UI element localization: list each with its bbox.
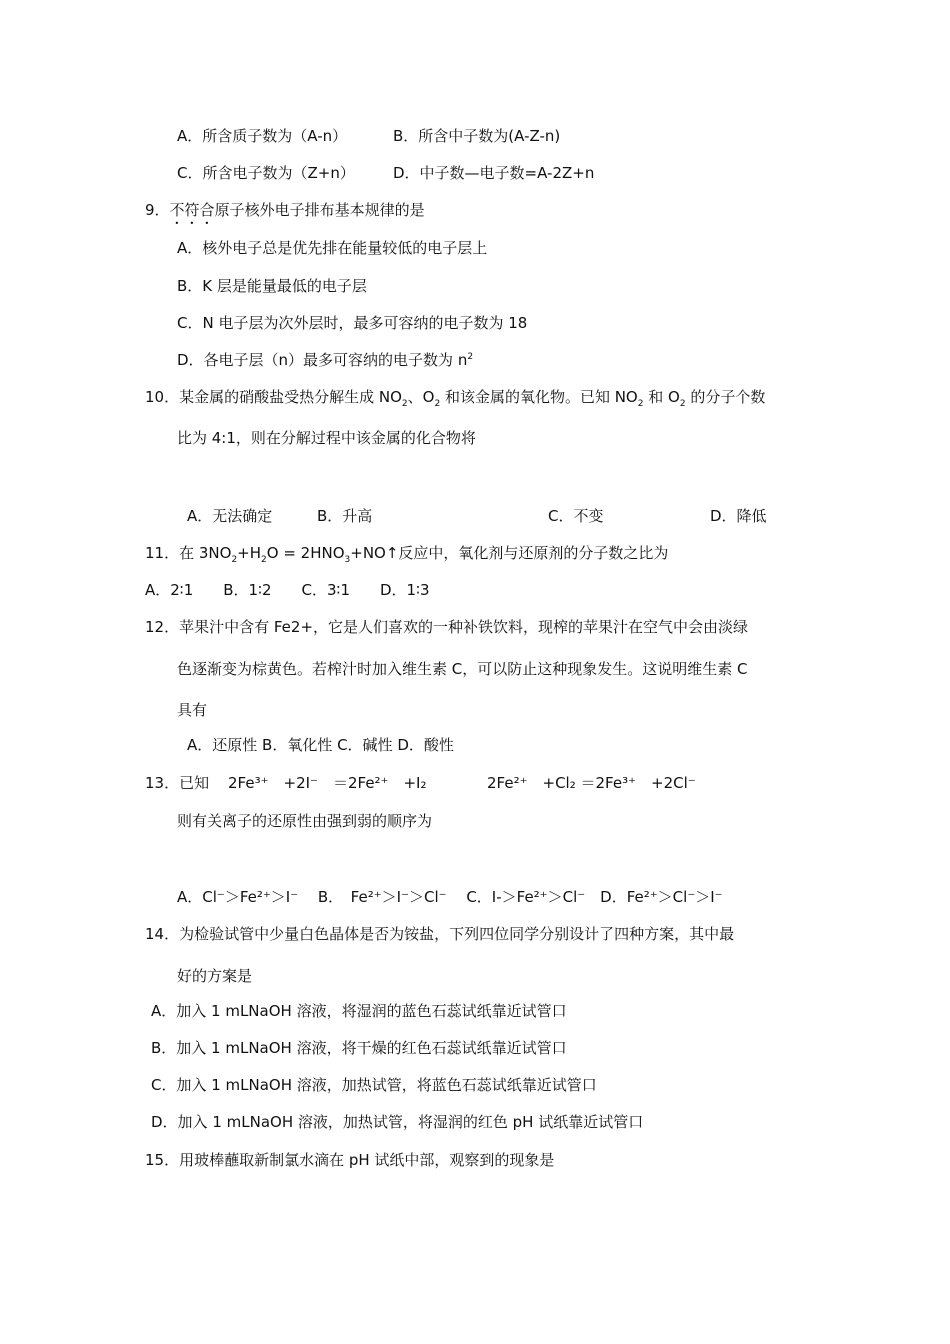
q10-stem-line2: 比为 4:1，则在分解过程中该金属的化合物将 — [177, 429, 476, 447]
q13-number: 13． — [145, 774, 180, 792]
q10-option-b: B．升高 — [317, 507, 373, 525]
q13-equation-2: 2Fe²⁺ +Cl₂ ＝2Fe³⁺ +2Cl⁻ — [487, 774, 696, 792]
q10-option-c: C．不变 — [548, 507, 604, 525]
q14-stem-line2: 好的方案是 — [177, 967, 253, 985]
q11-stem: 11．在 $3NO_2+H_2O$ = $2HNO_3+NO↑$反应中，氧化剂与还原剂的分子数之比为 — [145, 544, 669, 565]
q9-option-b: B．K 层是能量最低的电子层 — [177, 277, 367, 295]
q10-option-a: A．无法确定 — [187, 507, 273, 525]
q9-option-a: A．核外电子总是优先排在能量较低的电子层上 — [177, 239, 488, 257]
q8-option-b: B．所含中子数为(A-Z-n) — [393, 127, 561, 145]
q8-option-a: A．所含质子数为（A-n） — [177, 127, 348, 145]
q12-stem: 12．苹果汁中含有 Fe2+，它是人们喜欢的一种补铁饮料，现榨的苹果汁在空气中会由淡绿 — [145, 618, 749, 636]
q14-option-c: C．加入 1 mLNaOH 溶液，加热试管，将蓝色石蕊试纸靠近试管口 — [151, 1076, 597, 1094]
q13-options: A．Cl⁻＞Fe²⁺＞I⁻ B． Fe²⁺＞I⁻＞Cl⁻ C．I-＞Fe²⁺＞Cl⁻ D．Fe²⁺＞Cl⁻＞I⁻ — [177, 888, 723, 906]
q10-option-d: D．降低 — [710, 507, 767, 525]
q14-option-a: A．加入 1 mLNaOH 溶液，将湿润的蓝色石蕊试纸靠近试管口 — [151, 1002, 567, 1020]
q9-number: 9． — [145, 201, 170, 219]
q8-option-d: D．中子数—电子数=A-2Z+n — [393, 164, 595, 182]
q13-equation-1: 2Fe³⁺ +2I⁻ ＝2Fe²⁺ +I₂ — [228, 774, 427, 792]
q10-stem: 10．某金属的硝酸盐受热分解生成 $NO_2$、$O_2$ 和该金属的氧化物。已知 $NO_2$ 和 $O_2$ 的分子个数 — [145, 388, 766, 409]
q11-options: A．2∶1 B．1∶2 C．3∶1 D．1∶3 — [145, 581, 430, 599]
q13-stem-line2: 则有关离子的还原性由强到弱的顺序为 — [177, 812, 433, 830]
q9-text: 原子核外电子排布基本规律的是 — [214, 201, 425, 219]
q13-stem: 13．已知 — [145, 774, 210, 792]
q9-option-c: C．N 电子层为次外层时，最多可容纳的电子数为 18 — [177, 314, 528, 332]
q11-number: 11． — [145, 544, 180, 562]
q15-stem: 15．用玻棒蘸取新制氯水滴在 pH 试纸中部，观察到的现象是 — [145, 1151, 555, 1169]
q12-number: 12． — [145, 618, 180, 636]
q14-stem: 14．为检验试管中少量白色晶体是否为铵盐，下列四位同学分别设计了四种方案，其中最 — [145, 925, 735, 943]
q12-options: A．还原性 B．氧化性 C．碱性 D．酸性 — [187, 736, 454, 754]
q14-number: 14． — [145, 925, 180, 943]
q9-emphasis: 不符合 — [169, 201, 215, 219]
q9-option-d: D．各电子层（n）最多可容纳的电子数为 $n^2$ — [177, 351, 474, 369]
q9-stem — [145, 200, 425, 228]
q12-stem-line3: 具有 — [177, 701, 208, 719]
q12-stem-line2: 色逐渐变为棕黄色。若榨汁时加入维生素 C，可以防止这种现象发生。这说明维生素 C — [177, 660, 748, 678]
q15-number: 15． — [145, 1151, 180, 1169]
q8-option-c: C．所含电子数为（Z+n） — [177, 164, 355, 182]
q10-number: 10． — [145, 388, 180, 406]
q14-option-d: D．加入 1 mLNaOH 溶液，加热试管，将湿润的红色 pH 试纸靠近试管口 — [151, 1113, 644, 1131]
q14-option-b: B．加入 1 mLNaOH 溶液，将干燥的红色石蕊试纸靠近试管口 — [151, 1039, 567, 1057]
